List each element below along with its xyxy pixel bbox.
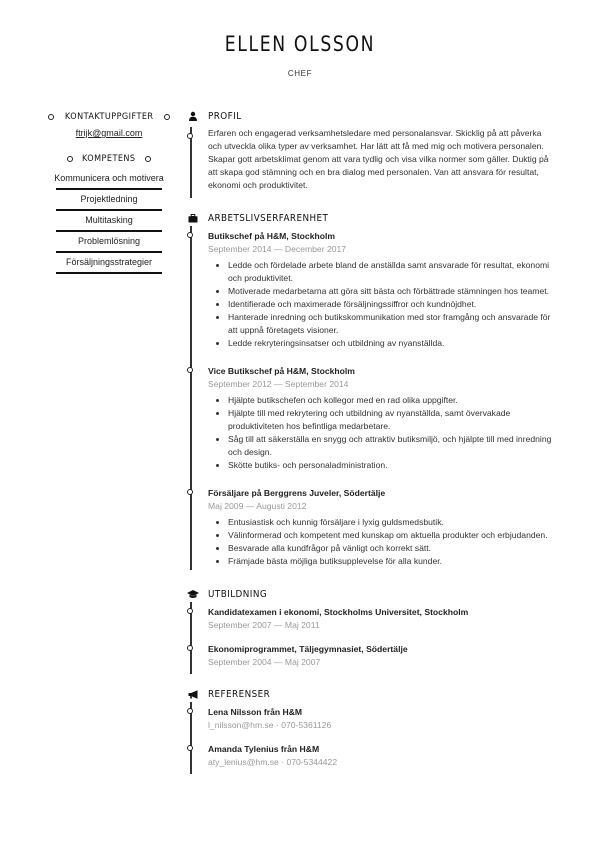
timeline-dot — [187, 745, 193, 751]
contact-heading — [52, 110, 166, 124]
skill-label: Kommunicera och motivera — [54, 173, 164, 183]
timeline-dot — [187, 708, 193, 714]
timeline-dot — [187, 645, 193, 651]
education-entry — [208, 606, 556, 632]
profile-section — [186, 108, 556, 198]
candidate-name: ELLEN OLSSON — [224, 32, 376, 56]
graduation-cap-icon — [186, 587, 200, 601]
education-title: UTBILDNING — [208, 588, 268, 600]
job-bullet: • Skötte butiks- och personaladministration. — [228, 459, 556, 472]
skill-item — [52, 255, 166, 276]
skills-heading — [52, 152, 166, 166]
references-section — [186, 686, 556, 774]
candidate-role: CHEF — [287, 69, 313, 78]
ring-icon — [145, 156, 151, 162]
skills-title: KOMPETENS — [82, 154, 136, 164]
reference-contact: aty_lenius@hm.se · 070-5344422 — [208, 757, 338, 768]
skill-item — [52, 234, 166, 255]
job-bullet: • Hjälpte butikschefen och kollegor med en rad olika uppgifter. — [228, 394, 556, 407]
reference-name: Lena Nilsson från H&M — [208, 707, 303, 718]
job-bullet: • Hjälpte till med rekrytering och utbildning av nyanställda, samt övervakade produktiviteten hos befintliga medarbetare. — [228, 407, 556, 433]
skill-label: Problemlösning — [77, 236, 141, 246]
skill-bar — [56, 209, 162, 212]
job-bullet: • Främjade bästa möjliga butiksupplevelse för alla kunder. — [228, 555, 556, 568]
skills-list — [52, 171, 166, 276]
skill-label: Försäljningsstrategier — [65, 257, 153, 267]
left-column — [52, 110, 166, 276]
job-bullet: • Ledde och fördelade arbete bland de anställda samt ansvarade för resultat, ekonomi och produktivitet. — [228, 259, 556, 285]
reference-name: Amanda Tylenius från H&M — [208, 744, 320, 755]
email-link[interactable]: ftrijk@gmail.com — [75, 128, 143, 138]
timeline-dot — [187, 232, 193, 238]
experience-title: ARBETSLIVSERFARENHET — [208, 212, 329, 224]
megaphone-icon — [186, 687, 200, 701]
ring-icon — [48, 114, 54, 120]
education-date: September 2007 — Maj 2011 — [208, 620, 320, 631]
skill-label: Multitasking — [85, 215, 133, 225]
skill-bar — [56, 272, 162, 275]
timeline-dot — [187, 608, 193, 614]
job-bullet: • Entusiastisk och kunnig försäljare i lyxig guldsmedsbutik. — [228, 516, 556, 529]
job-title: Försäljare på Berggrens Juveler, Södertälje — [208, 488, 386, 499]
education-section — [186, 586, 556, 674]
job-title: Vice Butikschef på H&M, Stockholm — [208, 366, 355, 377]
timeline-dot — [187, 133, 193, 139]
skill-bar — [56, 188, 162, 191]
education-date: September 2004 — Maj 2007 — [208, 657, 321, 668]
job-title: Butikschef på H&M, Stockholm — [208, 231, 336, 242]
job-entry — [208, 365, 556, 472]
profile-text: Erfaren och engagerad verksamhetsledare med personalansvar. Skicklig på att påverka och utveckla olika typer av verksamhet. Har lätt att få med mig och motivera personalen. Skapar gott arbetsklimat genom att vara tydlig och visa vilka normer som gäller. Duktig på att skapa god stämning och en bra dialog med personalen. Van att ansvara för resultat, ekonomi och produktivitet. — [208, 128, 549, 191]
job-bullet: • Såg till att säkerställa en snygg och attraktiv butiksmiljö, och hjälpte till med inredning och design. — [228, 433, 556, 459]
job-entry — [208, 230, 556, 350]
timeline-line — [190, 226, 192, 570]
job-entry — [208, 487, 556, 570]
job-bullet: • Ledde rekryteringsinsatser och utbildning av nyanställda. — [228, 337, 556, 350]
timeline-dot — [187, 367, 193, 373]
experience-section — [186, 210, 556, 570]
job-date: September 2012 — September 2014 — [208, 379, 349, 390]
skill-item — [52, 213, 166, 234]
skill-item — [52, 192, 166, 213]
skill-item — [52, 171, 166, 192]
timeline-dot — [187, 489, 193, 495]
job-bullet: • Besvarade alla kundfrågor på vänligt och korrekt sätt. — [228, 542, 556, 555]
reference-contact: l_nilsson@hm.se · 070-5361126 — [208, 720, 332, 731]
ring-icon — [164, 114, 170, 120]
education-degree: Ekonomiprogrammet, Täljegymnasiet, Södertälje — [208, 644, 408, 655]
job-bullet: • Identifierade och maximerade försäljningssiffror och kundnöjdhet. — [228, 298, 556, 311]
skill-label: Projektledning — [80, 194, 138, 204]
ring-icon — [67, 156, 73, 162]
education-degree: Kandidatexamen i ekonomi, Stockholms Universitet, Stockholm — [208, 607, 469, 618]
job-date: September 2014 — December 2017 — [208, 244, 347, 255]
person-icon — [186, 109, 200, 123]
skill-bar — [56, 230, 162, 233]
briefcase-icon — [186, 211, 200, 225]
reference-entry — [208, 706, 556, 732]
profile-title: PROFIL — [208, 110, 242, 122]
reference-entry — [208, 743, 556, 769]
skill-bar — [56, 251, 162, 254]
job-date: Maj 2009 — Augusti 2012 — [208, 501, 307, 512]
job-bullet: • Motiverade medarbetarna att göra sitt bästa och förbättrade stämningen hos teamet. — [228, 285, 556, 298]
job-bullet: • Välinformerad och kompetent med kunskap om aktuella produkter och erbjudanden. — [228, 529, 556, 542]
contact-title: KONTAKTUPPGIFTER — [64, 112, 154, 122]
references-title: REFERENSER — [208, 688, 271, 700]
right-column — [186, 108, 556, 774]
job-bullet: • Hanterade inredning och butikskommunikation med stor framgång och ansvarade för att uppnå företagets visioner. — [228, 311, 556, 337]
education-entry — [208, 643, 556, 669]
